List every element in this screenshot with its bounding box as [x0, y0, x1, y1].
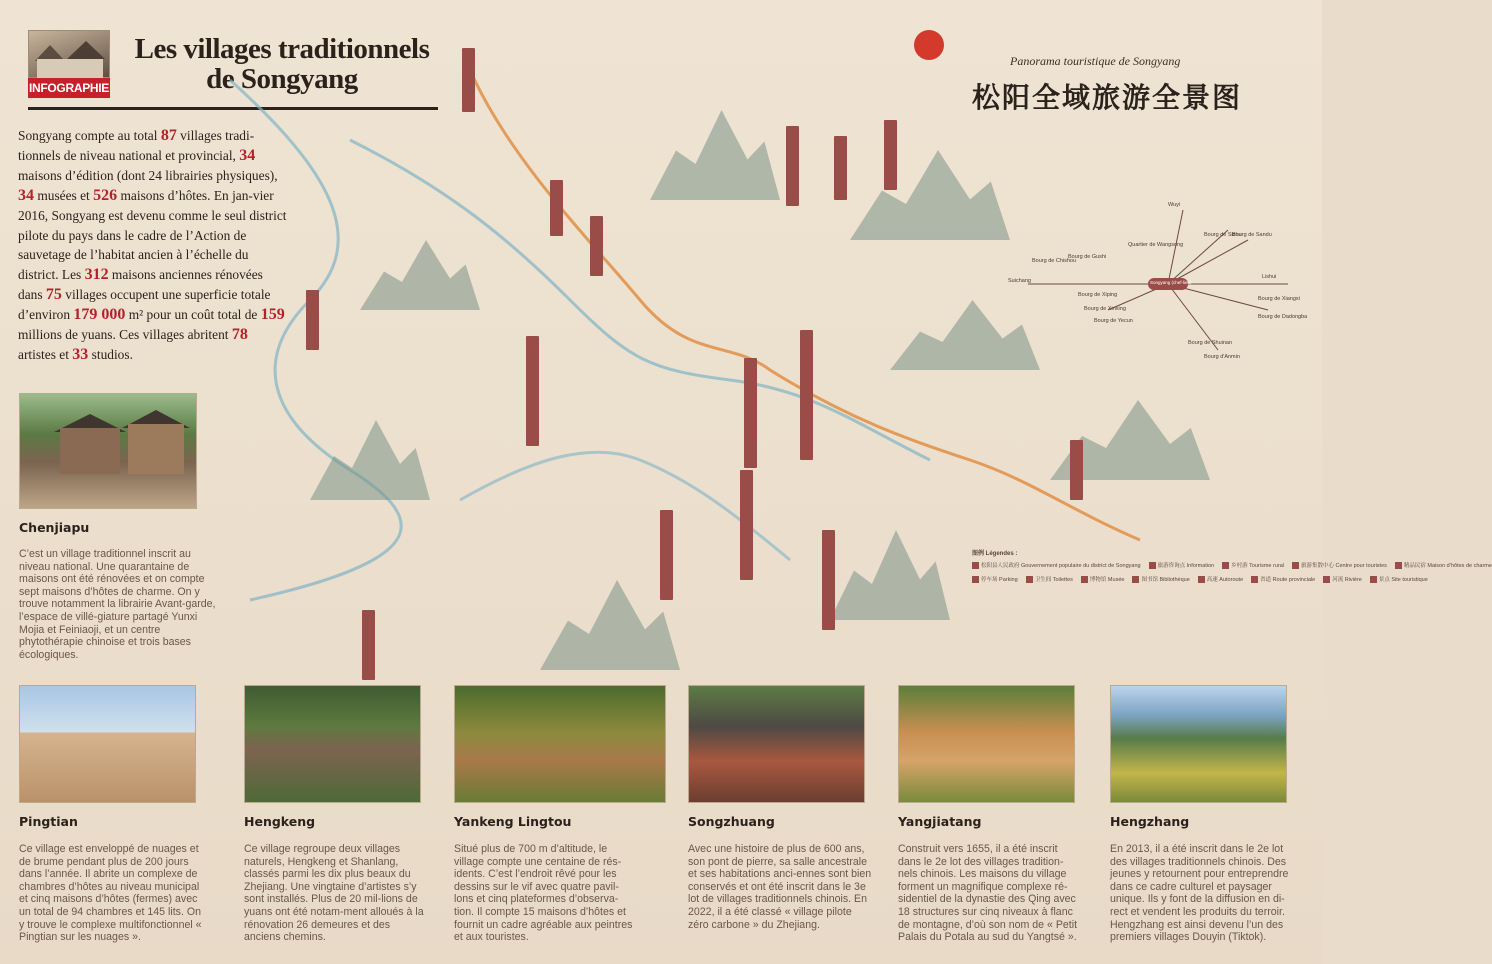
yankeng-lingtou-title: Yankeng Lingtou	[454, 814, 572, 829]
village-label-marker	[462, 48, 475, 112]
legend-row	[972, 575, 1428, 583]
legend-label: 旅游集散中心 Centre pour touristes	[1301, 563, 1387, 569]
village-label-marker	[800, 330, 813, 460]
legend-label: 旅游咨询点 Information	[1157, 563, 1215, 569]
legend-label: 乡村游 Tourisme rural	[1231, 563, 1284, 569]
road-place-label: Bourg de Xinxing	[1084, 306, 1126, 312]
village-label-marker	[1070, 440, 1083, 500]
legend-label: 景点 Site touristique	[1378, 577, 1428, 583]
road-place-label: Suichang	[1008, 278, 1031, 284]
legend-item	[1222, 561, 1284, 569]
village-label-marker	[526, 336, 539, 446]
pingtian-photo	[19, 685, 196, 803]
road-place-label: Wuyi	[1168, 202, 1181, 208]
village-label-marker	[786, 126, 799, 206]
yangjiatang-title: Yangjiatang	[898, 814, 982, 829]
road-place-label: Bourg de Sandu	[1232, 232, 1272, 238]
hengkeng-title: Hengkeng	[244, 814, 316, 829]
village-label-marker	[744, 358, 757, 468]
road-place-label: Bourg de Chishou	[1032, 258, 1077, 264]
road-place-label: Bourg de Yecun	[1094, 318, 1133, 324]
road-place-label: Bourg de Sizhu	[1204, 232, 1242, 238]
legend-item	[1026, 575, 1073, 583]
village-label-marker	[660, 510, 673, 600]
infographie-tag: INFOGRAPHIE	[28, 78, 110, 98]
legend-item	[972, 561, 1141, 569]
village-label-marker	[362, 610, 375, 680]
red-sun-emblem	[914, 30, 944, 60]
legend-label: 省道 Route provinciale	[1260, 577, 1316, 583]
legend-item	[1395, 561, 1492, 569]
page-title: Les villages traditionnels de Songyang	[134, 33, 430, 95]
road-place-label: Bourg de Xiping	[1078, 292, 1118, 298]
village-label-marker	[834, 136, 847, 200]
hengzhang-photo	[1110, 685, 1287, 803]
village-label-marker	[550, 180, 563, 236]
legend-item	[1251, 575, 1315, 583]
legend-icon	[1026, 576, 1033, 583]
village-label-marker	[822, 530, 835, 630]
hengzhang-title: Hengzhang	[1110, 814, 1190, 829]
legend-item	[1323, 575, 1362, 583]
legend-icon	[1323, 576, 1330, 583]
legend-icon	[1395, 562, 1402, 569]
legend-icon	[1222, 562, 1229, 569]
village-label-marker	[590, 216, 603, 276]
hengzhang-body: En 2013, il a été inscrit dans le 2e lot des villages traditionnels chinois. Des jeunes y retournent pour entreprendre dans ce cadre culturel et paysager unique. Ils y font de la diffusion en di-rect et vendent les produits du terroir. Hengzhang est ainsi devenu l’un des premiers villages Douyin (Tiktok).	[1110, 843, 1289, 944]
legend-label: 图书馆 Bibliothèque	[1141, 577, 1190, 583]
road-network-inset	[1008, 200, 1308, 380]
road-place-label: Bourg de Dadongba	[1258, 314, 1308, 320]
pingtian-body: Ce village est enveloppé de nuages et de brume pendant plus de 200 jours dans l’année. Il abrite un complexe de chambres d’hôtes au niveau municipal et cinq maisons d’hôtes (fermes) avec un total de 94 chambres et 145 lits. On y trouve le complexe multifonctionnel « Pingtian sur les nuages ».	[19, 843, 202, 944]
songzhuang-photo	[688, 685, 865, 803]
yankeng-lingtou-body: Situé plus de 700 m d’altitude, le village compte une centaine de rés-idents. C’est l’endroit rêvé pour les dessins sur le vif avec quatre pavil-lons et cinq plateformes d’observa-tion. Il compte 15 maisons d’hôtes et fournit un cadre agréable aux peintres et aux touristes.	[454, 843, 633, 944]
yangjiatang-body: Construit vers 1655, il a été inscrit dans le 2e lot des villages tradition-nels chinois. Les maisons du village forment un magnifique complexe ré-sidentiel de la dynastie des Qing avec 18 structures sur cinq niveaux à flanc de montagne, d’où son nom de « Petit Palais du Potala au sud du Yangtsé ».	[898, 843, 1078, 944]
legend-icon	[1370, 576, 1377, 583]
legend-icon	[1292, 562, 1299, 569]
panorama-chinese-title: 松阳全域旅游全景图	[972, 81, 1243, 114]
road-place-label: Quartier de Wangsong	[1128, 242, 1184, 248]
legend-item	[1198, 575, 1243, 583]
legend-icon	[1149, 562, 1156, 569]
legend-item	[1081, 575, 1125, 583]
road-place-label: Lishui	[1262, 274, 1277, 280]
legend-icon	[1081, 576, 1088, 583]
chenjiapu-photo	[19, 393, 197, 509]
legend-icon	[1251, 576, 1258, 583]
legend-icon	[1132, 576, 1139, 583]
legend-label: 停车场 Parking	[981, 577, 1018, 583]
pingtian-title: Pingtian	[19, 814, 78, 829]
hengkeng-body: Ce village regroupe deux villages naturels, Hengkeng et Shanlang, classés parmi les dix plus beaux du Zhejiang. Une vingtaine d’artistes s’y sont installés. Plus de 20 mil-lions de yuans ont été notam-ment alloués à la rénovation 26 demeures et des anciens chemins.	[244, 843, 424, 944]
chenjiapu-body: C’est un village traditionnel inscrit au niveau national. Une quarantaine de maisons ont été rénovées et on compte sept maisons d’hôtes de charme. On y trouve notamment la librairie Avant-garde, l’espace de villé-giature partagé Yunxi Mojia et Feiniaoji, et un centre phytothérapie chinoise et trois bases écologiques.	[19, 548, 216, 661]
legend-item	[972, 575, 1018, 583]
chenjiapu-title: Chenjiapu	[19, 520, 90, 535]
legend-row	[972, 561, 1492, 569]
road-place-label: Bourg d'Anmin	[1204, 354, 1240, 360]
village-label-marker	[306, 290, 319, 350]
yankeng-lingtou-photo	[454, 685, 666, 803]
legend-icon	[972, 562, 979, 569]
legend-item	[1132, 575, 1189, 583]
legend-label: 卫生间 Toilettes	[1034, 577, 1073, 583]
hengkeng-photo	[244, 685, 421, 803]
songzhuang-body: Avec une histoire de plus de 600 ans, son pont de pierre, sa salle ancestrale et ses habitations anci-ennes sont bien conservés et ont été inscrit dans le 3e lot de villages traditionnels chinois. En 2022, il a été classé « village pilote zéro carbone » du Zhejiang.	[688, 843, 872, 931]
legend-label: 高速 Autoroute	[1206, 577, 1244, 583]
road-place-label: Bourg de Xiangxi	[1258, 296, 1300, 302]
legend-icon	[972, 576, 979, 583]
map-legend	[972, 548, 1492, 589]
legend-icon	[1198, 576, 1205, 583]
legend-item	[1370, 575, 1428, 583]
legend-item	[1292, 561, 1387, 569]
yangjiatang-photo	[898, 685, 1075, 803]
road-place-label: Bourg de Shuinan	[1188, 340, 1233, 346]
road-center-label: Songyang (chef-lieu)	[1150, 280, 1192, 285]
legend-label: 博物馆 Musée	[1089, 577, 1125, 583]
panorama-title: Panorama touristique de Songyang	[1010, 54, 1181, 68]
legend-item	[1149, 561, 1215, 569]
legend-label: 河流 Rivière	[1332, 577, 1362, 583]
road-place-label: Bourg de Gushi	[1068, 254, 1107, 260]
intro-paragraph: Songyang compte au total 87 villages tradi-tionnels de niveau national et provincial, 34 maisons d’édition (dont 24 librairies physiques), 34 musées et 526 maisons d’hôtes. En jan-vier 2016, Songyang est devenu comme le seul district pilote du pays dans le cadre de l’Action de sauvetage de l’habitat ancien à l’échelle du district. Les 312 maisons anciennes rénovées dans 75 villages occupent une superficie totale d’environ 179 000 m² pour un coût total de 159 millions de yuans. Ces villages abritent 78 artistes et 33 studios.	[18, 127, 287, 363]
legend-label: 松阳县人民政府 Gouvernement populaire du district de Songyang	[981, 563, 1141, 569]
legend-label: 精品民宿 Maison d’hôtes de charme	[1403, 563, 1492, 569]
legend-title: 图例 Légendes :	[972, 551, 1018, 557]
village-label-marker	[740, 470, 753, 580]
header-thumbnail-photo	[28, 30, 110, 78]
songzhuang-title: Songzhuang	[688, 814, 775, 829]
village-label-marker	[884, 120, 897, 190]
